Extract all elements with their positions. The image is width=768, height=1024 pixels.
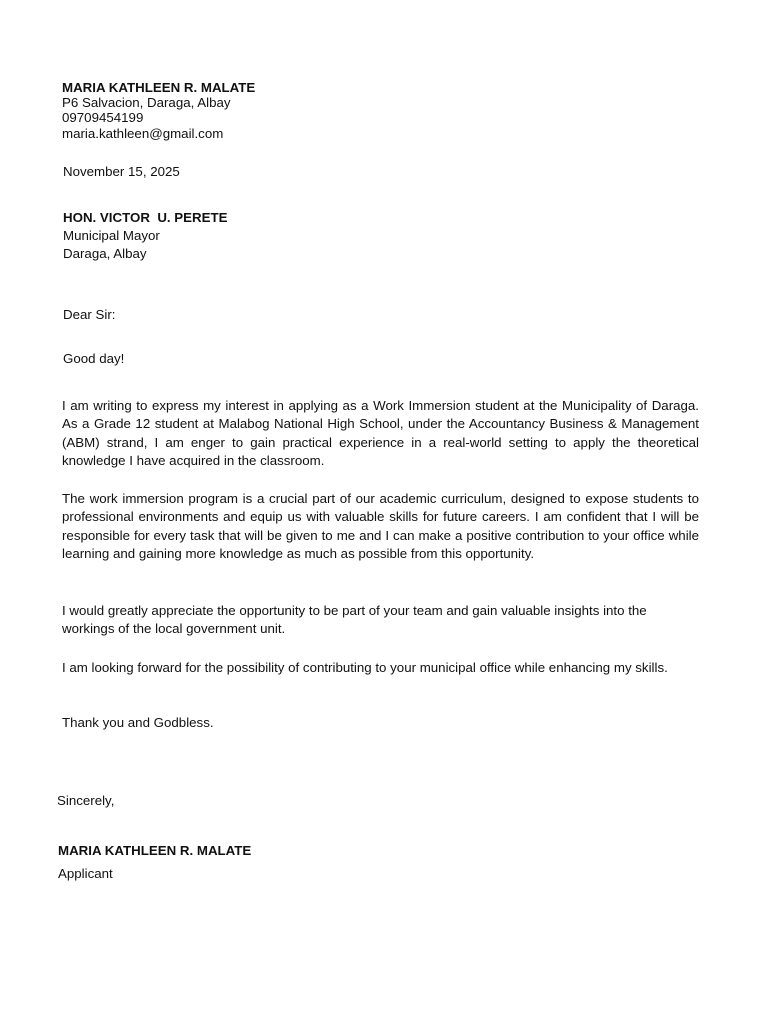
recipient-location: Daraga, Albay	[63, 246, 147, 261]
signature-name: MARIA KATHLEEN R. MALATE	[58, 843, 252, 858]
letter-date: November 15, 2025	[63, 164, 180, 179]
sender-phone: 09709454199	[62, 110, 144, 125]
signature-role: Applicant	[58, 866, 113, 881]
recipient-name: HON. VICTOR U. PERETE	[63, 210, 228, 225]
greeting: Good day!	[63, 351, 125, 366]
closing: Sincerely,	[57, 793, 115, 808]
thanks-line: Thank you and Godbless.	[62, 715, 214, 730]
body-paragraph: I am writing to express my interest in applying as a Work Immersion student at the Municipality of Daraga. As a Grade 12 student at Malabog National High School, under the Accountancy Business & Management (ABM) strand, I am enger to gain practical experience in a real-world setting to apply the theoretical knowledge I have acquired in the classroom.	[62, 398, 699, 469]
body-paragraph: I am looking forward for the possibility of contributing to your municipal office while enhancing my skills.	[62, 660, 668, 675]
recipient-title: Municipal Mayor	[63, 228, 160, 243]
body-paragraph: The work immersion program is a crucial part of our academic curriculum, designed to expose students to professional environments and equip us with valuable skills for future careers. I am confident that I will be responsible for every task that will be given to me and I can make a positive contribution to your office while learning and gaining more knowledge as much as possible from this opportunity.	[62, 491, 699, 562]
salutation: Dear Sir:	[63, 307, 116, 322]
sender-name: MARIA KATHLEEN R. MALATE	[62, 80, 256, 95]
sender-address: P6 Salvacion, Daraga, Albay	[62, 95, 231, 110]
body-paragraph: I would greatly appreciate the opportunity to be part of your team and gain valuable insights into the workings of the local government unit.	[62, 603, 647, 637]
sender-email: maria.kathleen@gmail.com	[62, 126, 224, 141]
